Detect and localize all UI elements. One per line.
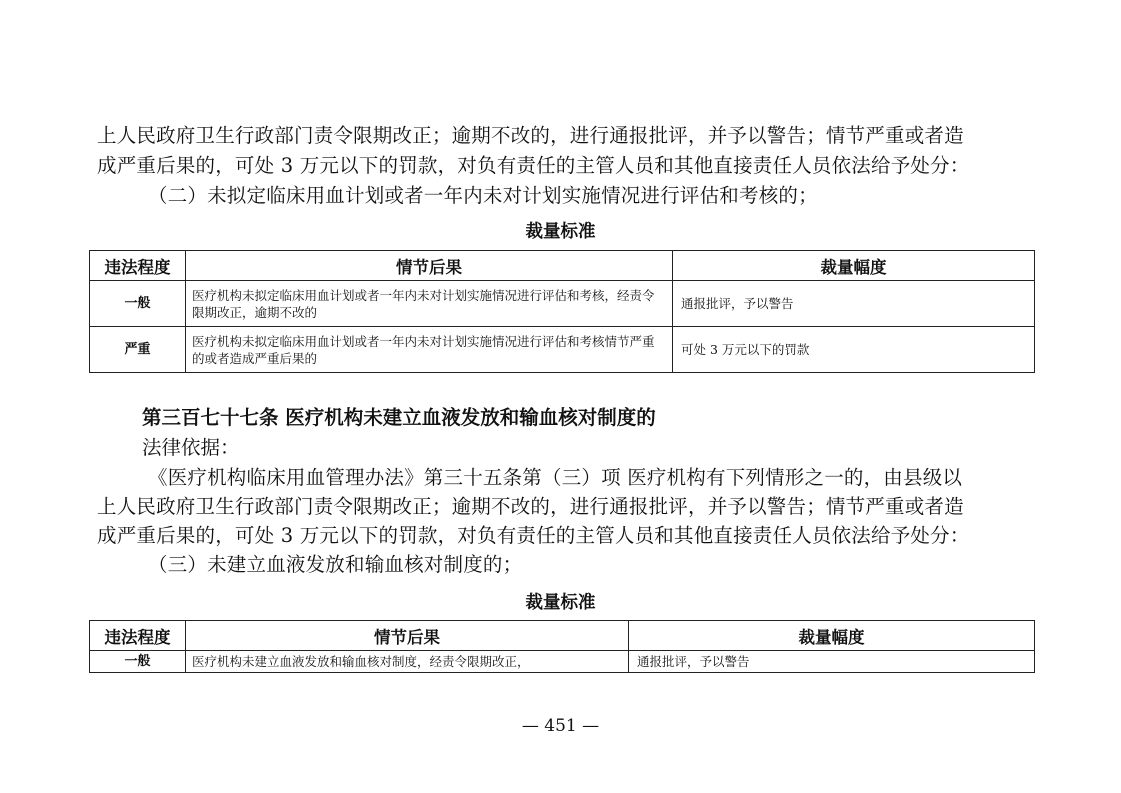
penalty-cell: 通报批评，予以警告 [673, 281, 1035, 327]
discretion-table-2 [89, 620, 1035, 673]
table-title: 裁量标准 [525, 222, 596, 242]
clause-item: （二）未拟定临床用血计划或者一年内未对计划实施情况进行评估和考核的； [148, 184, 818, 207]
header-circumstance: 情节后果 [186, 621, 629, 651]
circumstance-cell: 医疗机构未建立血液发放和输血核对制度，经责令限期改正， [186, 651, 629, 673]
article-heading: 第三百七十七条 医疗机构未建立血液发放和输血核对制度的 [142, 406, 656, 429]
header-penalty: 裁量幅度 [673, 251, 1035, 281]
page-number: — 451 — [521, 716, 600, 736]
table-header-row [90, 251, 1035, 281]
paragraph-line: 成严重后果的，可处 3 万元以下的罚款，对负有责任的主管人员和其他直接责任人员依法给予处分： [97, 154, 970, 177]
discretion-table-1 [89, 250, 1035, 373]
paragraph-line: 上人民政府卫生行政部门责令限期改正；逾期不改的，进行通报批评，并予以警告；情节严重或者造 [97, 495, 964, 518]
table-header-row [90, 621, 1035, 651]
table-row [90, 327, 1035, 373]
paragraph-line: 《医疗机构临床用血管理办法》第三十五条第（三）项 医疗机构有下列情形之一的，由县级以 [148, 466, 963, 489]
header-circumstance: 情节后果 [186, 251, 673, 281]
degree-cell: 一般 [90, 651, 186, 673]
table-row [90, 651, 1035, 673]
circumstance-cell: 医疗机构未拟定临床用血计划或者一年内未对计划实施情况进行评估和考核情节严重的或者造成严重后果的 [186, 327, 673, 373]
circumstance-cell: 医疗机构未拟定临床用血计划或者一年内未对计划实施情况进行评估和考核，经责令限期改正，逾期不改的 [186, 281, 673, 327]
paragraph-line: 上人民政府卫生行政部门责令限期改正；逾期不改的，进行通报批评，并予以警告；情节严重或者造 [97, 124, 964, 147]
penalty-cell: 可处 3 万元以下的罚款 [673, 327, 1035, 373]
table-row [90, 281, 1035, 327]
header-degree: 违法程度 [90, 621, 186, 651]
degree-cell: 严重 [90, 327, 186, 373]
table-title: 裁量标准 [525, 593, 596, 613]
clause-item: （三）未建立血液发放和输血核对制度的； [148, 553, 523, 576]
penalty-cell: 通报批评，予以警告 [629, 651, 1035, 673]
header-degree: 违法程度 [90, 251, 186, 281]
paragraph-line: 成严重后果的，可处 3 万元以下的罚款，对负有责任的主管人员和其他直接责任人员依法给予处分： [97, 524, 970, 547]
header-penalty: 裁量幅度 [629, 621, 1035, 651]
legal-basis-label: 法律依据： [142, 436, 240, 459]
degree-cell: 一般 [90, 281, 186, 327]
